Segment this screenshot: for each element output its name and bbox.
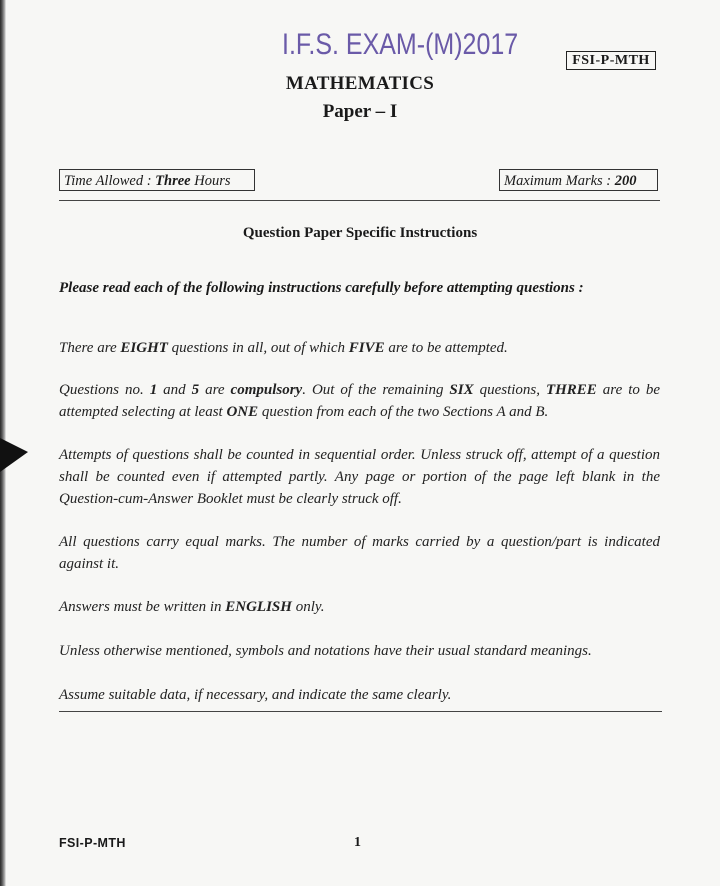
maximum-marks-box (499, 169, 658, 191)
instruction-compulsory-questions: Questions no. 1 and 5 are compulsory. Out of the remaining SIX questions, THREE are to be attempted selecting at least ONE question from each of the two Sections A and B. (59, 382, 661, 420)
paper-title: Paper – I (322, 101, 398, 122)
top-divider (59, 200, 660, 201)
paper-code-box: FSI-P-MTH (566, 51, 656, 70)
subject-title: MATHEMATICS (285, 73, 435, 94)
instruction-suitable-data: Assume suitable data, if necessary, and indicate the same clearly. (59, 687, 452, 703)
time-allowed-box (59, 169, 255, 191)
instruction-attempt-order: Attempts of questions shall be counted in sequential order. Unless struck off, attempt of a question shall be counted even if attempted partly. Any page or portion of the page left blank in the Question-cum-Answer Booklet must be clearly struck off. (59, 447, 660, 507)
time-unit: Hours (190, 173, 231, 189)
time-value: Three (155, 173, 191, 189)
marks-value: 200 (614, 173, 637, 189)
bottom-divider (59, 711, 662, 712)
instruction-equal-marks: All questions carry equal marks. The number of marks carried by a question/part is indicated against it. (59, 534, 660, 572)
read-carefully-notice: Please read each of the following instructions carefully before attempting questions : (59, 280, 584, 296)
footer-paper-code: FSI-P-MTH (59, 836, 126, 850)
scan-punch-mark (0, 438, 28, 472)
instructions-heading: Question Paper Specific Instructions (242, 225, 478, 241)
exam-stamp: I.F.S. EXAM-(M)2017 (282, 28, 519, 62)
instruction-language: Answers must be written in ENGLISH only. (59, 599, 325, 615)
marks-label: Maximum Marks : (504, 173, 615, 189)
instruction-question-count: There are EIGHT questions in all, out of which FIVE are to be attempted. (59, 340, 508, 356)
instruction-notation: Unless otherwise mentioned, symbols and notations have their usual standard meanings. (59, 643, 592, 659)
time-label: Time Allowed : (64, 173, 156, 189)
page-number: 1 (354, 835, 361, 850)
